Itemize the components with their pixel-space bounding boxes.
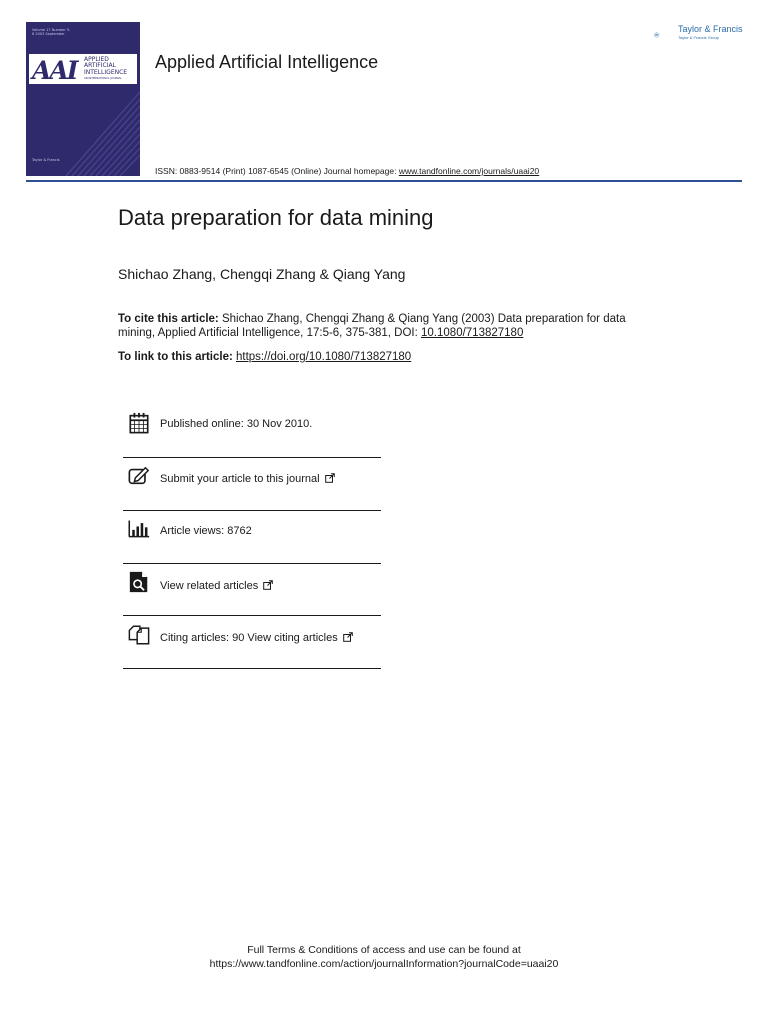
citing-articles-icon: [128, 624, 150, 646]
citation-text: Shichao Zhang, Chengqi Zhang & Qiang Yang (2003) Data preparation for data mining, Applied Artificial Intelligence, 17:5-6, 375-381, DOI:: [118, 313, 626, 339]
citation-label: To cite this article:: [118, 313, 219, 325]
divider: [123, 668, 381, 669]
cover-logo-subtitle: AN INTERNATIONAL JOURNAL: [84, 77, 122, 80]
cover-issue-text: Volume 17 Number 5-6 2003 September: [32, 28, 71, 37]
cover-publisher: Taylor & Francis: [32, 158, 60, 162]
article-link-label: To link to this article:: [118, 351, 236, 363]
edit-icon: [128, 465, 150, 487]
citing-articles-label: Citing articles: 90 View citing articles: [160, 632, 338, 644]
article-authors: Shichao Zhang, Chengqi Zhang & Qiang Yang: [118, 266, 406, 282]
views-item: [123, 518, 381, 548]
publisher-subtitle: Taylor & Francis Group: [678, 35, 719, 40]
citing-articles-link[interactable]: [160, 632, 353, 644]
divider: [123, 615, 381, 616]
article-views: Article views: 8762: [160, 525, 252, 537]
footer: [0, 943, 768, 971]
submit-article-label: Submit your article to this journal: [160, 473, 320, 485]
divider: [123, 457, 381, 458]
citation-doi-link[interactable]: 10.1080/713827180: [421, 327, 524, 339]
divider: [123, 563, 381, 564]
divider: [123, 510, 381, 511]
cover-logo-word: ARTIFICIAL: [84, 62, 116, 70]
article-doi-link[interactable]: https://doi.org/10.1080/713827180: [236, 351, 412, 363]
cover-logo-word: APPLIED: [84, 56, 109, 63]
footer-terms-text: Full Terms & Conditions of access and use can be found at: [247, 944, 521, 956]
cover-logo: AAI: [32, 56, 77, 85]
article-link: [118, 351, 411, 363]
cover-stripes: [26, 22, 140, 176]
cover-logo-word: INTELLIGENCE: [84, 68, 128, 76]
published-item: [123, 412, 381, 442]
bar-chart-icon: [128, 518, 150, 540]
journal-cover: [26, 22, 140, 176]
search-document-icon: [128, 571, 150, 593]
footer-terms-url[interactable]: https://www.tandfonline.com/action/journalInformation?journalCode=uaai20: [209, 958, 559, 970]
header-divider: [26, 180, 742, 182]
calendar-icon: [128, 412, 150, 434]
published-date: Published online: 30 Nov 2010.: [160, 418, 313, 430]
journal-title: Applied Artificial Intelligence: [155, 52, 379, 72]
citing-item[interactable]: [123, 624, 381, 654]
cover-logo-words: [84, 57, 127, 76]
publisher-name: Taylor & Francis: [678, 24, 743, 34]
journal-homepage-link[interactable]: www.tandfonline.com/journals/uaai20: [398, 166, 540, 176]
taylor-francis-logo-icon: [654, 23, 678, 47]
view-related-label: View related articles: [160, 580, 259, 592]
submit-item[interactable]: [123, 465, 381, 495]
external-link-icon: [325, 473, 335, 483]
article-title: Data preparation for data mining: [118, 205, 434, 230]
issn-text: ISSN: 0883-9514 (Print) 1087-6545 (Online) Journal homepage:: [155, 166, 399, 176]
view-related-link[interactable]: [160, 580, 273, 592]
citation: [118, 312, 658, 340]
issn-line: [155, 166, 539, 176]
related-item[interactable]: [123, 571, 381, 601]
submit-article-link[interactable]: [160, 473, 335, 485]
external-link-icon: [343, 632, 353, 642]
external-link-icon: [263, 580, 273, 590]
